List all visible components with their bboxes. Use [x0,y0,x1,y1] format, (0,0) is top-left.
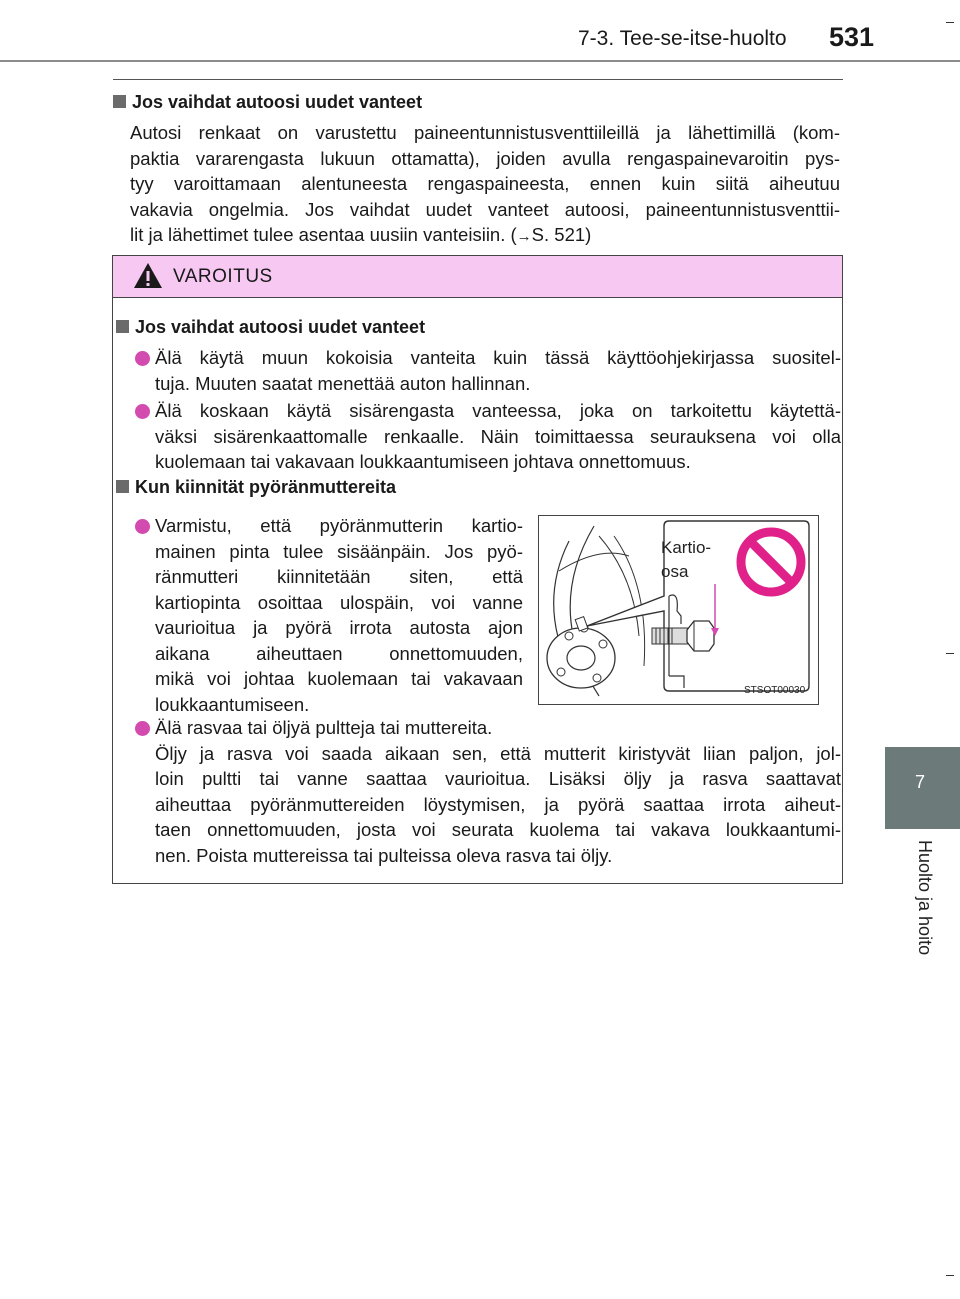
warning-section-heading [116,477,396,498]
item-line: tuja. Muuten saatat menettää auton hallinnan. [155,372,531,394]
page-number: 531 [829,22,875,52]
item-line: taen onnettomuuden, josta voi seurata kuolema tai vakava loukkaantumi- [155,819,841,840]
square-bullet-icon [113,95,126,108]
square-bullet-icon [116,320,129,333]
crop-mark [946,22,954,23]
warning-triangle-icon [133,261,163,289]
intro-heading-text: Jos vaihdat autoosi uudet vanteet [132,92,423,112]
label-line: Kartio- [661,538,712,557]
item-line: aiheuttaa pyöränmuttereiden löystymisen, ja pyörä saattaa irrota aiheut- [155,793,841,815]
page-reference-link[interactable]: S. 521) [531,224,592,245]
crop-mark [946,1275,954,1276]
warning-title: VAROITUS [173,266,273,287]
item-line: Älä koskaan käytä sisärengasta vanteessa, joka on tarkoitettu käytettä- [155,400,841,421]
item-line: loin pultti tai vanne saattaa vaurioitua. Lisäksi öljy ja rasva saattavat [155,768,841,789]
warning-item [135,398,841,476]
bullet-icon [135,404,150,419]
bullet-icon [135,351,150,366]
intro-line: vakavia ongelmia. Jos vaihdat uudet vanteet autoosi, paineentunnistusventtii- [130,198,840,220]
chapter-tab [885,747,960,829]
item-line: Varmistu, että pyöränmutterin kartio- [155,515,523,536]
intro-paragraph [130,120,840,250]
item-line: Öljy ja rasva voi saada aikaan sen, että mutterit kiristyvät liian paljon, jol- [155,742,841,764]
crop-mark [946,653,954,654]
item-line: Älä käytä muun kokoisia vanteita kuin tässä käyttöohjekirjassa suositel- [155,347,841,368]
intro-line-last [130,222,840,250]
cone-part-label [661,536,711,584]
item-line: kartiopinta osoittaa ulospäin, voi vanne [155,591,523,613]
section-title: 7-3. Tee-se-itse-huolto [578,27,787,50]
chapter-tab-number: 7 [915,772,926,792]
item-line: ränmutteri kiinnitetään siten, että [155,566,523,587]
label-line: osa [661,562,689,581]
bullet-icon [135,519,150,534]
item-line: aikana aiheuttaen onnettomuuden, [155,642,523,664]
arrow-right-icon: → [516,228,532,245]
warning-header [113,256,842,298]
intro-line: Autosi renkaat on varustettu paineentunnistusventtiileillä ja lähettimillä (kom- [130,122,840,143]
warning-item [135,715,841,870]
square-bullet-icon [116,480,129,493]
item-line: loukkaantumiseen. [155,693,310,715]
item-line: Älä rasvaa tai öljyä pultteja tai muttereita. [155,717,493,738]
item-line: kuolemaan tai vakavaan loukkaantumiseen johtava onnettomuus. [155,451,691,472]
intro-line: tyy varoittamaan alentuneesta rengaspaineesta, ennen kuin siitä aiheutuu [130,173,840,194]
item-line: väksi sisärenkaattomalle renkaalle. Näin toimittaessa seurauksena voi olla [155,425,841,447]
figure-code: STSOT00030 [744,685,806,696]
item-line: mainen pinta tulee sisäänpäin. Jos pyö- [155,540,523,562]
heading-text: Jos vaihdat autoosi uudet vanteet [135,317,426,337]
item-line: nen. Poista muttereissa tai pulteissa oleva rasva tai öljy. [155,844,613,866]
intro-rule [113,79,843,80]
item-line: mikä voi johtaa kuolemaan tai vakavaan [155,668,523,689]
heading-text: Kun kiinnität pyöränmuttereita [135,477,397,497]
warning-section-heading [116,317,425,338]
header-divider [0,60,960,62]
intro-line-text: lit ja lähettimet tulee asentaa uusiin vanteisiin. ( [130,224,517,245]
intro-line: paktia vararengasta lukuun ottamatta), joiden avulla rengaspainevaroitin pys- [130,147,840,169]
warning-item [135,345,841,397]
wheel-nut-illustration [538,515,819,705]
warning-item [135,513,523,713]
item-line: vaurioitua ja pyörä irrota autosta ajon [155,617,523,638]
chapter-side-label: Huolto ja hoito [915,840,935,956]
bullet-icon [135,721,150,736]
intro-heading [113,92,422,113]
